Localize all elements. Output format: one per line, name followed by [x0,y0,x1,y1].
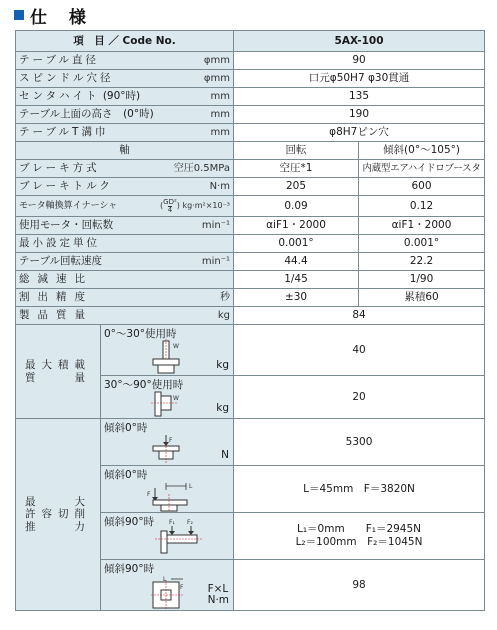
sub-unit: kg [216,359,230,372]
max-load-row-1 [16,325,485,376]
row-value: 90 [234,52,485,70]
load-upright-figure-icon [141,339,191,375]
sub-unit: F×L N·m [207,582,230,607]
row-value-tilt: 累積60 [359,289,485,307]
svg-text:F₂: F₂ [187,519,193,526]
row-unit: 秒 [220,291,231,303]
table-row [16,106,485,124]
table-row [16,289,485,307]
table-row [16,142,485,160]
row-value-tilt: 1/90 [359,271,485,289]
table-row [16,253,485,271]
header-item: 項 目 ／ Code No. [16,31,234,52]
max-cut-sub-cell [101,513,234,560]
row-unit: min⁻¹ [201,255,231,267]
svg-text:F: F [147,491,151,498]
row-value-rotation: 1/45 [234,271,359,289]
table-row [16,307,485,325]
row-label: テーブルT溝巾 [19,126,109,139]
row-unit: ( GD² 4 ) kg·m²×10⁻³ [160,197,231,214]
value-line-2: L₂＝100mm F₂＝1045N [295,536,423,548]
max-cut-row-1 [16,419,485,466]
sub-unit: N [221,449,230,462]
row-value-tilt: 22.2 [359,253,485,271]
row-label: センタハイト [19,90,100,103]
svg-text:L: L [163,576,167,583]
row-value: 135 [234,88,485,106]
svg-text:F: F [180,584,184,591]
load-tilted-figure-icon [141,390,191,418]
svg-text:F₁: F₁ [169,519,175,526]
row-label: 製品質量 [19,309,93,322]
svg-text:W: W [173,343,179,350]
row-label: 総減速比 [16,271,234,289]
row-value-tilt: 600 [359,178,485,196]
row-label: スピンドル穴径 [19,72,114,85]
row-value-rotation: 空圧*1 [234,160,359,178]
row-unit: φmm [203,54,231,66]
sub-title: 30°〜90°使用時 [104,379,184,391]
table-row [16,160,485,178]
row-value-rotation: 44.4 [234,253,359,271]
row-label: モータ軸換算イナーシャ [19,200,118,211]
max-load-sub-cell [101,325,234,376]
table-row [16,88,485,106]
row-unit: N·m [209,180,231,192]
table-row [16,196,485,217]
row-cond: (0°時) [123,108,154,121]
sub-title: 傾斜90°時 [104,516,155,528]
row-value: 5300 [234,419,485,466]
row-value-tilt: 0.001° [359,235,485,253]
table-row [16,178,485,196]
table-row [16,217,485,235]
row-value-rotation: 回転 [234,142,359,160]
row-value: 190 [234,106,485,124]
row-label: テーブル回転速度 [19,255,103,268]
max-load-sub-cell [101,376,234,419]
table-row [16,124,485,142]
max-load-group-label: 最大積載 質 量 [16,325,101,419]
row-value-tilt: 内蔵型エアハイドロブースタ [359,160,485,178]
row-value: 98 [234,560,485,611]
value-line-1: L₁＝0mm F₁＝2945N [297,523,422,536]
max-cut-sub-cell [101,419,234,466]
row-unit: φmm [203,72,231,84]
svg-text:L: L [189,483,193,490]
row-value-multi [234,513,485,560]
sub-title: 傾斜90°時 [104,563,155,575]
row-label: テーブル上面の高さ [19,108,113,121]
row-value: L＝45mm F＝3820N [234,466,485,513]
row-cond: (90°時) [102,90,141,103]
title-square-icon [14,10,24,20]
row-value-rotation: 0.09 [234,196,359,217]
row-unit: kg [217,309,231,321]
title-text: 仕 様 [30,7,94,28]
max-cut-group-label: 最 大 許容切削 推 力 [16,419,101,611]
row-value-rotation: ±30 [234,289,359,307]
row-unit: 空圧0.5MPa [173,162,231,174]
row-label: 軸 [16,142,234,160]
row-unit: min⁻¹ [201,219,231,231]
section-title [14,4,94,26]
table-row [16,271,485,289]
row-value: 40 [234,325,485,376]
spec-table [15,30,485,611]
row-value: φ8H7ピン穴 [234,124,485,142]
row-unit: mm [210,90,231,102]
table-row [16,235,485,253]
row-unit: mm [210,126,231,138]
max-cut-sub-cell [101,560,234,611]
row-value-rotation: 0.001° [234,235,359,253]
sub-title: 傾斜0°時 [104,469,148,481]
row-value-rotation: αiF1・2000 [234,217,359,235]
row-label: ブレーキ方式 [19,162,100,175]
row-label: テーブル直径 [19,54,100,67]
moment-figure-icon [149,576,189,610]
row-value: 20 [234,376,485,419]
row-label: ブレーキトルク [19,180,113,193]
row-label: 使用モータ・回転数 [19,219,114,232]
table-row [16,70,485,88]
sub-title: 傾斜0°時 [104,422,148,434]
sub-title: 0°〜30°使用時 [104,328,177,340]
row-value-tilt: αiF1・2000 [359,217,485,235]
row-label: 最小設定単位 [16,235,234,253]
thrust-tilted-figure-icon [153,517,213,557]
row-value-rotation: 205 [234,178,359,196]
thrust-offset-figure-icon [141,480,201,512]
sub-unit: kg [216,402,230,415]
row-value-tilt: 0.12 [359,196,485,217]
thrust-figure-icon [141,435,191,465]
row-label-cell [16,52,234,70]
max-cut-sub-cell [101,466,234,513]
row-label: 割出精度 [19,291,93,304]
svg-text:F: F [169,437,173,444]
header-row [16,31,485,52]
row-value: 84 [234,307,485,325]
row-unit: mm [210,108,231,120]
table-row [16,52,485,70]
row-value: 口元φ50H7 φ30貫通 [234,70,485,88]
row-value-tilt: 傾斜(0°〜105°) [359,142,485,160]
header-code: 5AX-100 [234,31,485,52]
svg-text:W: W [173,395,179,402]
